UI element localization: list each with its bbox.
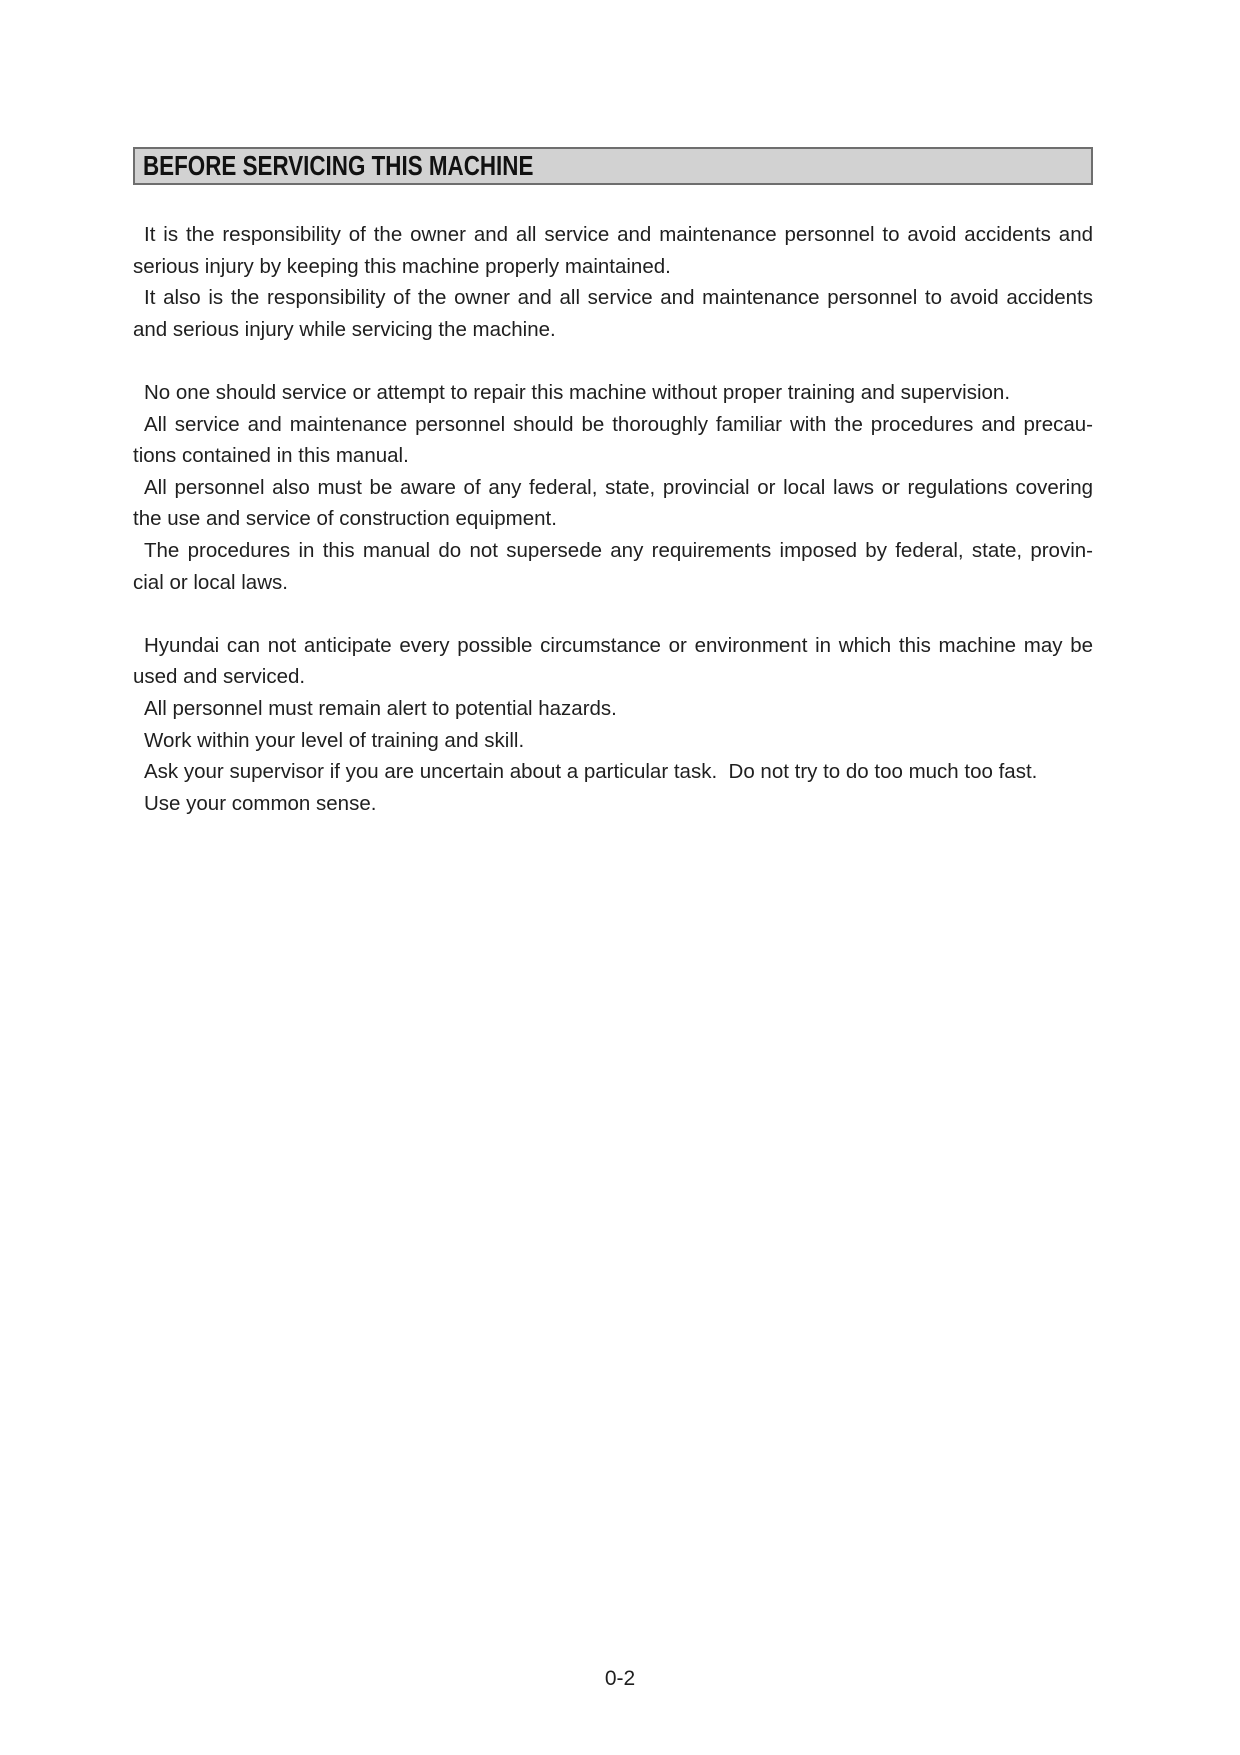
text-section bbox=[133, 630, 1093, 820]
paragraph-line: Ask your supervisor if you are uncertain about a particular task. Do not try to do too much too fast. bbox=[144, 760, 1038, 784]
paragraph-line: Use your common sense. bbox=[144, 791, 377, 815]
paragraph-line: All personnel must remain alert to potential hazards. bbox=[144, 696, 617, 720]
paragraph-line: tions contained in this manual. bbox=[133, 444, 409, 468]
section-title: BEFORE SERVICING THIS MACHINE bbox=[143, 150, 534, 181]
paragraph-line: the use and service of construction equipment. bbox=[133, 507, 557, 531]
paragraph-line: All personnel also must be aware of any federal, state, provincial or local laws or regulations covering bbox=[144, 475, 1093, 499]
paragraph-line: No one should service or attempt to repair this machine without proper training and supervision. bbox=[144, 380, 1011, 404]
paragraph-line: All service and maintenance personnel should be thoroughly familiar with the procedures and precau- bbox=[144, 412, 1093, 436]
paragraph-line: The procedures in this manual do not supersede any requirements imposed by federal, state, provin- bbox=[144, 538, 1093, 562]
paragraph-line: used and serviced. bbox=[133, 665, 306, 689]
text-section bbox=[133, 377, 1093, 598]
paragraph-line: Hyundai can not anticipate every possible circumstance or environment in which this machine may be bbox=[144, 633, 1093, 657]
paragraph-line: It also is the responsibility of the owner and all service and maintenance personnel to avoid accidents bbox=[144, 286, 1093, 310]
paragraph-line: Work within your level of training and skill. bbox=[144, 728, 525, 752]
paragraph-line: It is the responsibility of the owner and all service and maintenance personnel to avoid accidents and bbox=[144, 223, 1093, 246]
section-header-bar bbox=[133, 147, 1093, 185]
document-body bbox=[133, 219, 1093, 819]
paragraph-line: cial or local laws. bbox=[133, 570, 288, 594]
paragraph-line: serious injury by keeping this machine properly maintained. bbox=[133, 254, 671, 278]
paragraph-line: and serious injury while servicing the machine. bbox=[133, 317, 556, 341]
text-section bbox=[133, 219, 1093, 345]
page-number: 0-2 bbox=[604, 1667, 636, 1690]
page-footer bbox=[0, 1664, 1240, 1694]
